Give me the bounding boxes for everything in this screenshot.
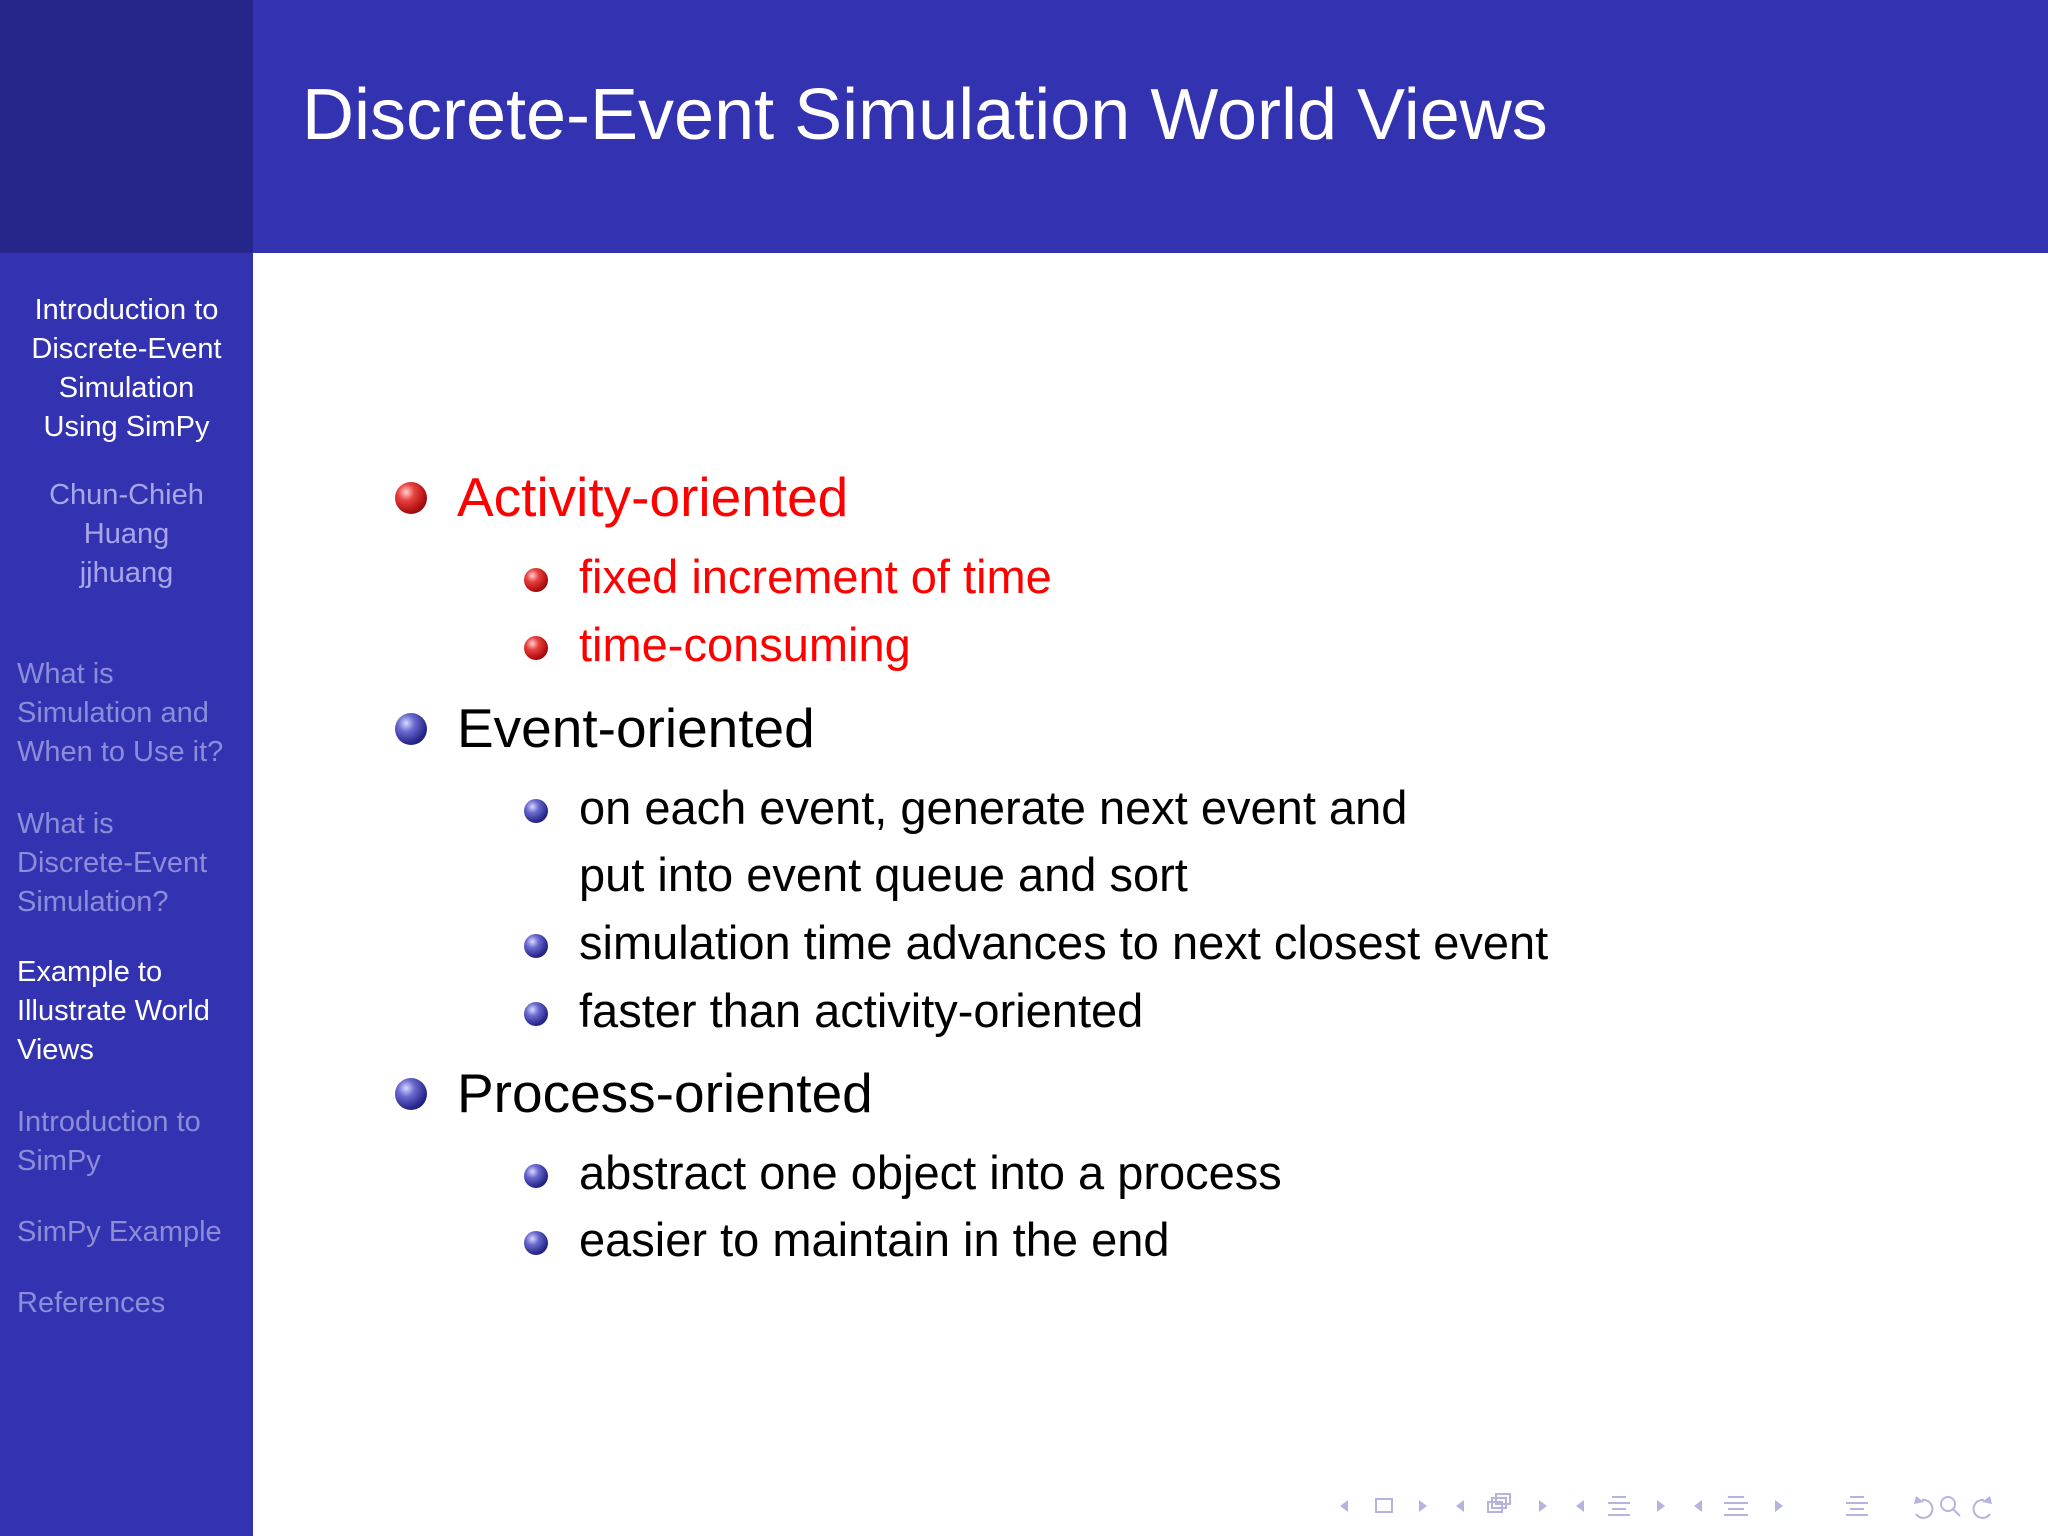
sub-bullet-ball-icon [524, 1231, 548, 1255]
sidebar-section-line: Introduction to [17, 1106, 201, 1138]
sidebar-section-line: References [17, 1287, 166, 1319]
sidebar-section-line: When to Use it? [17, 736, 224, 768]
sub-bullet-item: fixed increment of time [579, 550, 1052, 603]
sub-bullet-ball-icon [524, 636, 548, 660]
sidebar-section-line: Discrete-Event [17, 847, 208, 879]
nav-prev-outline-icon[interactable] [1694, 1500, 1702, 1512]
nav-next-section-icon[interactable] [1657, 1500, 1665, 1512]
nav-frame-icon[interactable] [1376, 1499, 1392, 1512]
sidebar-title-line: Discrete-Event [31, 333, 222, 365]
sub-bullet-ball-icon [524, 568, 548, 592]
bullet-process-oriented: Process-oriented [457, 1062, 873, 1124]
bullet-ball-icon [395, 1078, 427, 1110]
sidebar-section-line: Simulation and [17, 697, 209, 729]
sidebar-author[interactable] [0, 476, 253, 593]
sub-bullet-item: simulation time advances to next closest event [579, 916, 1549, 969]
sidebar-section-line: Views [17, 1034, 94, 1066]
nav-back-icon[interactable] [1914, 1496, 1932, 1518]
nav-forward-icon[interactable] [1974, 1496, 1992, 1518]
nav-section-icon[interactable] [1608, 1497, 1630, 1515]
bullet-activity-oriented: Activity-oriented [457, 466, 849, 528]
navigation-bar [1336, 1490, 2036, 1522]
sidebar-title-line: Using SimPy [43, 411, 210, 443]
sub-bullet-ball-icon [524, 1164, 548, 1188]
sidebar-section-line: Example to [17, 956, 163, 988]
sidebar-section-simpy-example[interactable] [17, 1213, 249, 1252]
sidebar-section-what-is-des[interactable] [17, 805, 249, 922]
bullet-event-oriented: Event-oriented [457, 697, 815, 759]
sub-bullet-item: on each event, generate next event and [579, 781, 1408, 834]
sub-bullet-item-continuation: put into event queue and sort [579, 848, 1188, 901]
sidebar-title-line: Introduction to [34, 294, 219, 326]
nav-subsection-icon[interactable] [1488, 1494, 1510, 1512]
sidebar-section-example-world-views[interactable] [17, 953, 249, 1070]
bullet-ball-icon [395, 713, 427, 745]
sidebar-section-references[interactable] [17, 1284, 249, 1323]
nav-next-outline-icon[interactable] [1775, 1500, 1783, 1512]
sidebar-section-what-is-simulation[interactable] [17, 655, 249, 772]
sidebar-section-line: Illustrate World [17, 995, 210, 1027]
sidebar-section-line: Simulation? [17, 886, 169, 918]
nav-prev-subsection-icon[interactable] [1456, 1500, 1464, 1512]
sidebar [0, 0, 253, 1536]
sidebar-section-line: SimPy [17, 1145, 101, 1177]
sidebar-presentation-title[interactable] [0, 291, 253, 447]
sub-bullet-item: easier to maintain in the end [579, 1213, 1170, 1266]
nav-outline-icon[interactable] [1724, 1497, 1748, 1515]
nav-prev-section-icon[interactable] [1576, 1500, 1584, 1512]
nav-next-frame-icon[interactable] [1419, 1500, 1427, 1512]
sidebar-section-line: SimPy Example [17, 1216, 222, 1248]
sub-bullet-item: time-consuming [579, 618, 911, 671]
sub-bullet-ball-icon [524, 799, 548, 823]
sidebar-section-intro-simpy[interactable] [17, 1103, 249, 1181]
sub-bullet-ball-icon [524, 934, 548, 958]
sub-bullet-item: abstract one object into a process [579, 1146, 1282, 1199]
nav-prev-frame-icon[interactable] [1340, 1500, 1348, 1512]
nav-next-subsection-icon[interactable] [1539, 1500, 1547, 1512]
sub-bullet-ball-icon [524, 1002, 548, 1026]
sidebar-author-line: jjhuang [79, 557, 174, 589]
sidebar-title-line: Simulation [58, 372, 195, 404]
sidebar-section-line: What is [17, 658, 114, 690]
frame-title: Discrete-Event Simulation World Views [302, 75, 1548, 155]
nav-search-icon[interactable] [1941, 1497, 1960, 1516]
nav-appendix-icon[interactable] [1846, 1497, 1868, 1515]
sidebar-author-line: Huang [83, 518, 170, 550]
sidebar-author-line: Chun-Chieh [49, 479, 204, 511]
sub-bullet-item: faster than activity-oriented [579, 984, 1144, 1037]
sidebar-section-line: What is [17, 808, 114, 840]
bullet-ball-icon [395, 482, 427, 514]
sidebar-corner [0, 0, 253, 253]
